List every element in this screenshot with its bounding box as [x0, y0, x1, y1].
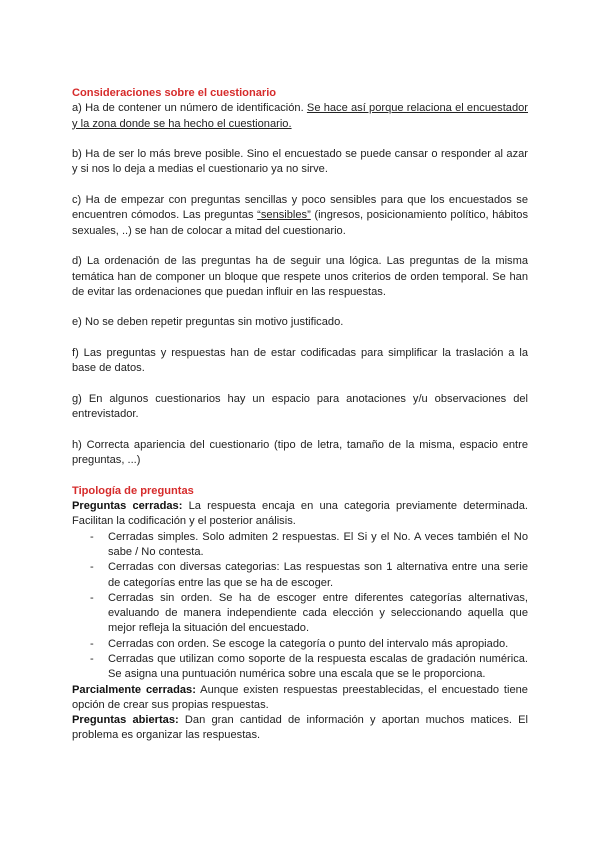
list-item: - Cerradas sin orden. Se ha de escoger entre diferentes categorías alternativas, evaluando de manera independiente cada elección y seleccionando aquella que mejor refleja la situación del encuestado. [108, 591, 528, 637]
abiertas-label: Preguntas abiertas: [72, 714, 179, 727]
cerradas-paragraph [72, 499, 528, 530]
cerradas-label: Preguntas cerradas: [72, 500, 183, 513]
list-item: - Cerradas simples. Solo admiten 2 respuestas. El Si y el No. A veces también el No sabe / No contesta. [108, 530, 528, 561]
item-e: e) No se deben repetir preguntas sin motivo justificado. [72, 316, 344, 329]
parcialmente-label: Parcialmente cerradas: [72, 683, 196, 696]
list-item: - Cerradas con orden. Se escoge la categoría o punto del intervalo más apropiado. [108, 637, 528, 652]
document-page [72, 86, 528, 744]
cerradas-list [72, 530, 528, 683]
list-item: - Cerradas con diversas categorias: Las respuestas son 1 alternativa entre una serie de categorías entre las que se ha de escoger. [108, 560, 528, 591]
item-c [72, 193, 528, 239]
item-c-underlined: “sensibles” [257, 209, 311, 222]
section-title-tipologia: Tipología de preguntas [72, 484, 194, 497]
item-f: f) Las preguntas y respuestas han de estar codificadas para simplificar la traslación a la base de datos. [72, 347, 528, 375]
item-g: g) En algunos cuestionarios hay un espacio para anotaciones y/u observaciones del entrevistador. [72, 392, 528, 421]
item-c-before: c) Ha de empezar con preguntas sencillas y poco sensibles para que los encuestados se encuentren cómodos. Las preguntas [72, 194, 528, 222]
parcialmente-text: Aunque existen respuestas preestablecidas, el encuestado tiene opción de crear sus propias respuestas. [72, 683, 528, 711]
item-c-after: (ingresos, posicionamiento político, hábitos sexuales, ..) se han de colocar a mitad del cuestionario. [72, 209, 528, 237]
list-item: - Cerradas que utilizan como soporte de la respuesta escalas de gradación numérica. Se asigna una puntuación numérica sobre una escala que se le proporciona. [108, 652, 528, 683]
item-h: h) Correcta apariencia del cuestionario (tipo de letra, tamaño de la misma, espacio entre preguntas, ...) [72, 438, 528, 467]
parcialmente-paragraph [72, 683, 528, 714]
abiertas-paragraph [72, 713, 528, 744]
item-b: b) Ha de ser lo más breve posible. Sino el encuestado se puede cansar o responder al azar y si nos lo deja a medias el cuestionario ya no sirve. [72, 148, 528, 176]
item-a-underlined: Se hace así porque relaciona el encuestador y la zona donde se ha hecho el cuestionario. [72, 102, 528, 130]
section-title-consideraciones: Consideraciones sobre el cuestionario [72, 87, 277, 99]
item-a [72, 101, 528, 132]
item-a-text: a) Ha de contener un número de identificación. [72, 102, 307, 115]
cerradas-text: La respuesta encaja en una categoria previamente determinada. Facilitan la codificación y el posterior análisis. [72, 500, 528, 528]
abiertas-text: Dan gran cantidad de información y aportan muchos matices. El problema es organizar las respuestas. [72, 714, 529, 742]
item-d: d) La ordenación de las preguntas ha de seguir una lógica. Las preguntas de la misma temática han de componer un bloque que respete unos criterios de orden temporal. Se han de evitar las ordenaciones que puedan influir en las respuestas. [72, 255, 528, 298]
